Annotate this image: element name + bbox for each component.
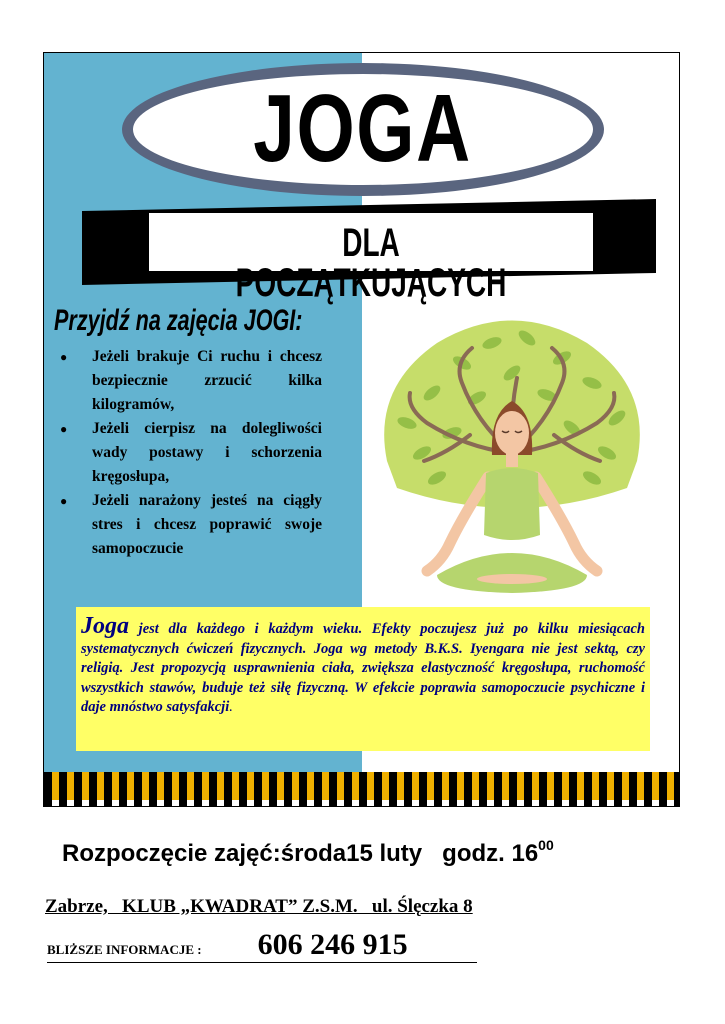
bullet-icon: ●	[60, 494, 68, 508]
address: Zabrze, KLUB „KWADRAT” Z.S.M. ul. Ślęczka 8	[45, 896, 473, 917]
start-date: 15 luty	[346, 840, 423, 867]
description-text	[81, 613, 645, 718]
invitation-heading: Przyjdź na zajęcia JOGI:	[54, 304, 303, 337]
poster-subtitle: DLA POCZĄTKUJĄCYCH	[235, 221, 507, 305]
list-item: ● Jeżeli narażony jesteś na ciągły stres i chcesz poprawić swoje samopoczucie	[60, 489, 322, 561]
phone-number: 606 246 915	[257, 928, 408, 961]
description-body: jest dla każdego i każdym wieku. Efekty poczujesz już po kilku miesiącach systematycznych ćwiczeń fizycznych. Joga wg metody B.K.S. Iyengara nie jest sektą, czy religią. Jest propozycją usprawnienia ciała, zwiększa elastyczność kręgosłupa, ruchomość wszystkich stawów, buduje też siłę fizyczną. W efekcie poprawia samopoczucie psychiczne i daje mnóstwo satysfakcji	[81, 621, 645, 715]
start-info	[62, 838, 702, 870]
contact-label: BLIŻSZE INFORMACJE :	[47, 942, 202, 957]
yoga-poster	[43, 52, 680, 807]
description-box	[76, 607, 650, 751]
list-item: ● Jeżeli brakuje Ci ruchu i chcesz bezpiecznie zrzucić kilka kilogramów,	[60, 345, 322, 417]
bullet-icon: ●	[60, 422, 68, 436]
decorative-stripe-bottom	[44, 800, 680, 807]
start-time-minutes: 00	[538, 837, 554, 853]
poster-title: JOGA	[253, 75, 472, 182]
meditating-woman-tree-icon	[362, 303, 662, 603]
start-label: Rozpoczęcie zajęć:	[62, 840, 281, 867]
description-lead: Joga	[81, 613, 129, 639]
reasons-list	[60, 345, 322, 561]
bullet-icon: ●	[60, 350, 68, 364]
description-end: .	[229, 699, 233, 715]
start-day: środa	[280, 840, 347, 867]
list-item: ● Jeżeli cierpisz na dolegliwości wady postawy i schorzenia kręgosłupa,	[60, 417, 322, 489]
start-time: godz. 16	[442, 840, 539, 867]
contact-line	[47, 928, 477, 963]
